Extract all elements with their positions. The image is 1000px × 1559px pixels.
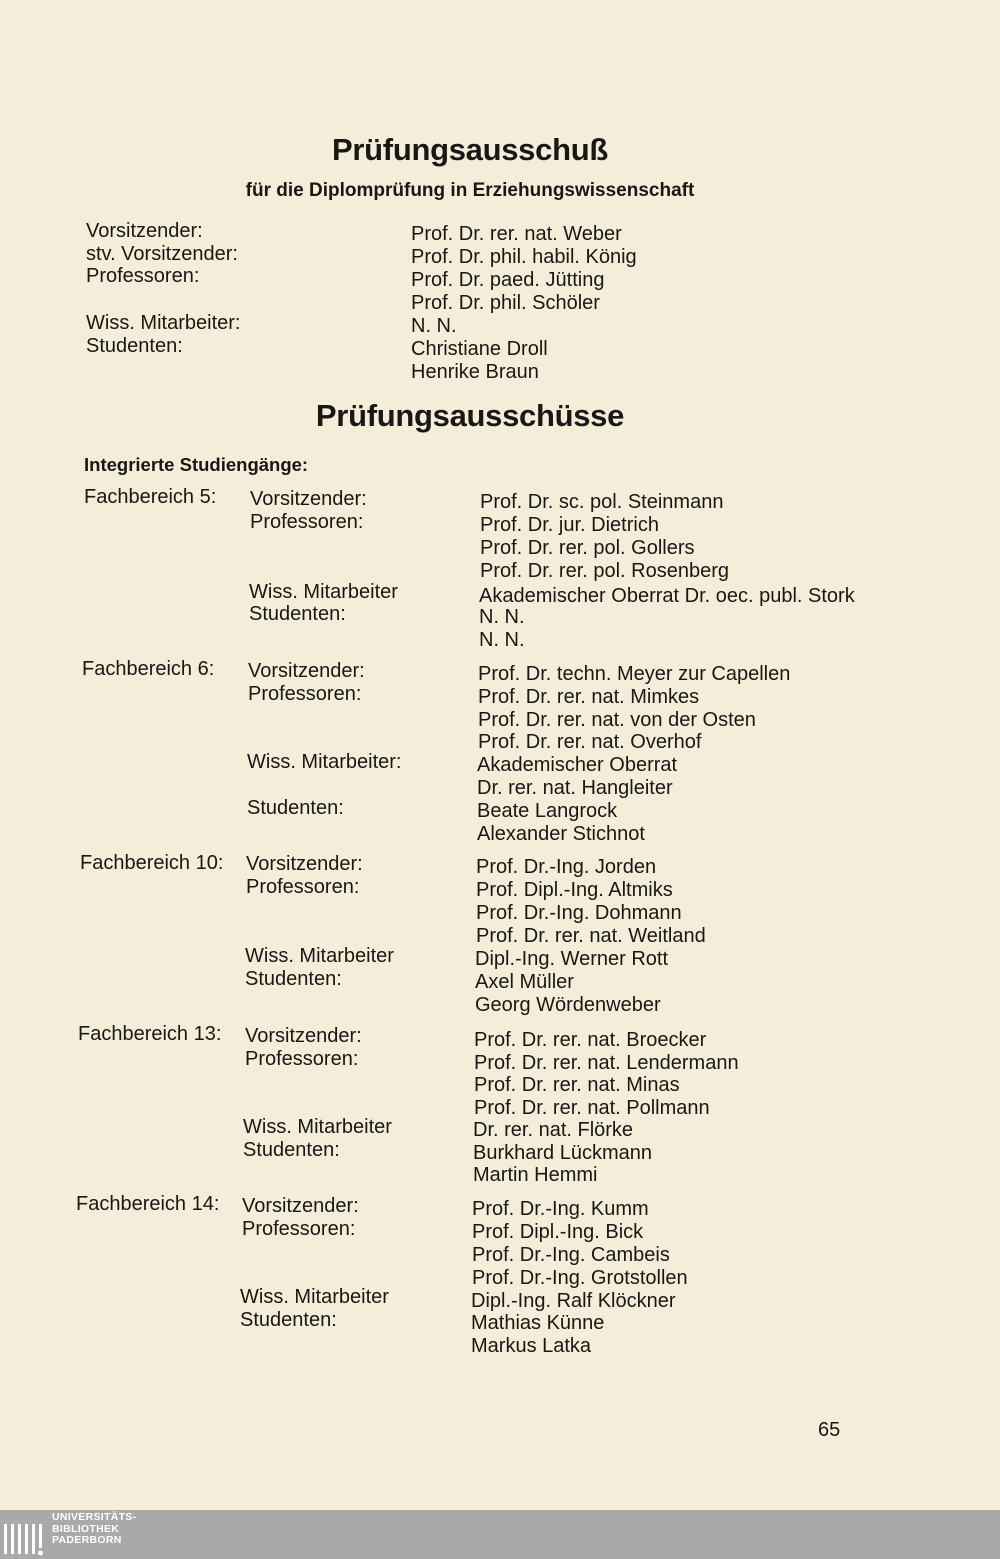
member-value: Prof. Dr. techn. Meyer zur Capellen	[478, 663, 791, 685]
member-value: Dr. rer. nat. Flörke	[473, 1119, 634, 1141]
member-value: Dipl.-Ing. Werner Rott	[475, 948, 669, 970]
committee-label: stv. Vorsitzender:	[86, 243, 238, 265]
fachbereich-name: Fachbereich 14:	[76, 1193, 220, 1215]
member-value: Markus Latka	[471, 1335, 592, 1357]
member-value: Prof. Dr. rer. pol. Gollers	[480, 537, 695, 559]
member-value: Prof. Dipl.-Ing. Bick	[472, 1221, 644, 1243]
member-value: N. N.	[479, 629, 525, 651]
member-value: Beate Langrock	[477, 800, 618, 822]
member-value: Dipl.-Ing. Ralf Klöckner	[471, 1290, 676, 1312]
role-label: Vorsitzender:	[246, 853, 363, 875]
page-number: 65	[818, 1419, 841, 1441]
member-value: Prof. Dr. rer. nat. Mimkes	[478, 686, 700, 708]
role-label: Wiss. Mitarbeiter	[249, 581, 398, 603]
committee-label: Wiss. Mitarbeiter:	[86, 312, 241, 334]
fachbereich-name: Fachbereich 10:	[80, 852, 224, 874]
committee-label: Vorsitzender:	[86, 220, 203, 242]
fachbereich-name: Fachbereich 13:	[78, 1023, 222, 1045]
library-footer-bar	[0, 1510, 1000, 1559]
committee-value: Henrike Braun	[411, 361, 539, 383]
member-value: N. N.	[479, 606, 525, 628]
role-label: Studenten:	[243, 1139, 340, 1161]
heading-pruefungsausschuesse: Prüfungsausschüsse	[315, 398, 625, 433]
role-label: Studenten:	[245, 968, 342, 990]
role-label: Professoren:	[248, 683, 362, 705]
member-value: Axel Müller	[475, 971, 574, 993]
member-value: Dr. rer. nat. Hangleiter	[477, 777, 673, 799]
member-value: Burkhard Lückmann	[473, 1142, 652, 1164]
role-label: Wiss. Mitarbeiter	[243, 1116, 392, 1138]
footer-line: UNIVERSITÄTS-	[52, 1511, 137, 1523]
role-label: Professoren:	[242, 1218, 356, 1240]
member-value: Prof. Dr. rer. pol. Rosenberg	[480, 560, 730, 582]
role-label: Professoren:	[250, 511, 364, 533]
member-value: Akademischer Oberrat Dr. oec. publ. Stork	[479, 585, 855, 607]
member-value: Prof. Dr.-Ing. Cambeis	[472, 1244, 670, 1266]
role-label: Vorsitzender:	[242, 1195, 359, 1217]
footer-line: BIBLIOTHEK	[52, 1522, 120, 1535]
member-value: Georg Wördenweber	[475, 994, 661, 1016]
member-value: Prof. Dr.-Ing. Grotstollen	[472, 1267, 688, 1289]
role-label: Wiss. Mitarbeiter	[245, 945, 394, 967]
role-label: Vorsitzender:	[248, 660, 365, 682]
fachbereich-name: Fachbereich 5:	[84, 486, 217, 508]
role-label: Studenten:	[249, 603, 346, 625]
member-value: Prof. Dipl.-Ing. Altmiks	[476, 879, 673, 901]
member-value: Prof. Dr. rer. nat. Broecker	[474, 1029, 707, 1051]
committee-value: Prof. Dr. paed. Jütting	[411, 269, 605, 291]
member-value: Prof. Dr. rer. nat. von der Osten	[478, 709, 756, 731]
role-label: Wiss. Mitarbeiter	[240, 1286, 389, 1308]
member-value: Martin Hemmi	[473, 1164, 598, 1186]
member-value: Prof. Dr. rer. nat. Weitland	[476, 925, 706, 947]
member-value: Prof. Dr.-Ing. Jorden	[476, 856, 657, 878]
role-label: Professoren:	[246, 876, 360, 898]
footer-line: PADERBORN	[52, 1534, 122, 1546]
committee-value: Prof. Dr. phil. Schöler	[411, 292, 600, 314]
role-label: Vorsitzender:	[245, 1025, 362, 1047]
committee-value: Prof. Dr. phil. habil. König	[411, 246, 637, 268]
member-value: Mathias Künne	[471, 1312, 605, 1334]
committee-value: N. N.	[411, 315, 457, 337]
role-label: Studenten:	[240, 1309, 337, 1331]
member-value: Prof. Dr. rer. nat. Overhof	[478, 731, 702, 753]
committee-label: Studenten:	[86, 335, 183, 357]
member-value: Prof. Dr. rer. nat. Minas	[474, 1074, 680, 1096]
fachbereich-name: Fachbereich 6:	[82, 658, 215, 680]
member-value: Prof. Dr.-Ing. Dohmann	[476, 902, 682, 924]
member-value: Prof. Dr.-Ing. Kumm	[472, 1198, 649, 1220]
role-label: Professoren:	[245, 1048, 359, 1070]
committee-label: Professoren:	[86, 265, 200, 287]
member-value: Akademischer Oberrat	[477, 754, 678, 776]
subtitle: für die Diplomprüfung in Erziehungswissenschaft	[245, 180, 695, 201]
library-footer-text	[52, 1512, 136, 1547]
library-logo-icon	[4, 1518, 48, 1559]
section-heading: Integrierte Studiengänge:	[84, 454, 309, 475]
role-label: Wiss. Mitarbeiter:	[247, 751, 402, 773]
committee-value: Prof. Dr. rer. nat. Weber	[411, 223, 622, 245]
heading-pruefungsausschuss: Prüfungsausschuß	[332, 132, 608, 167]
member-value: Prof. Dr. rer. nat. Lendermann	[474, 1052, 739, 1074]
member-value: Prof. Dr. sc. pol. Steinmann	[480, 491, 724, 513]
committee-value: Christiane Droll	[411, 338, 548, 360]
role-label: Vorsitzender:	[250, 488, 367, 510]
role-label: Studenten:	[247, 797, 344, 819]
member-value: Prof. Dr. jur. Dietrich	[480, 514, 659, 536]
member-value: Alexander Stichnot	[477, 823, 645, 845]
member-value: Prof. Dr. rer. nat. Pollmann	[474, 1097, 710, 1119]
